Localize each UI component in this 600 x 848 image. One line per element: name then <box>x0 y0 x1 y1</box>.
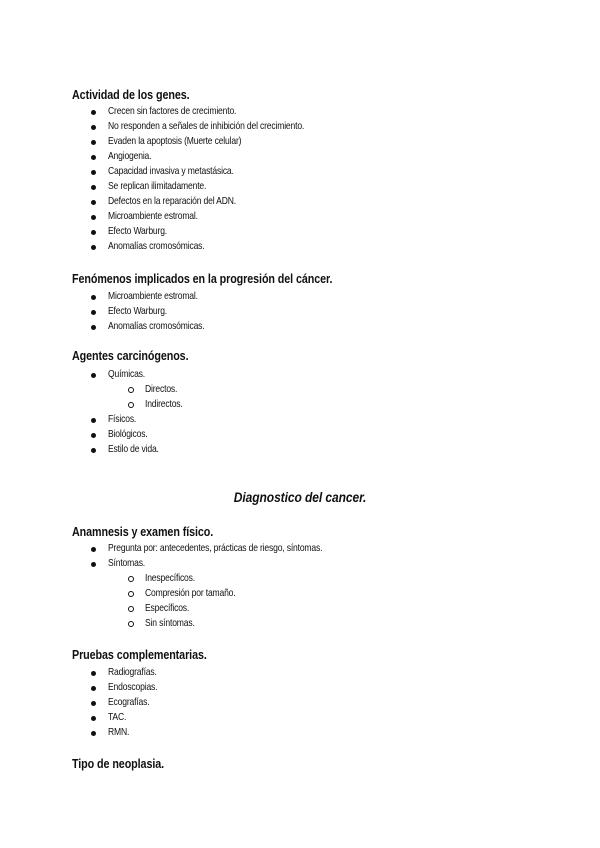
list-item: Estilo de vida. <box>108 444 159 455</box>
list-item: Biológicos. <box>108 429 148 440</box>
bullet <box>91 155 96 160</box>
list-item: Endoscopias. <box>108 682 158 693</box>
sub-list-item: Directos. <box>145 384 178 395</box>
bullet <box>91 295 96 300</box>
list-item: Radiografías. <box>108 667 157 678</box>
bullet <box>91 110 96 115</box>
bullet <box>91 245 96 250</box>
bullet <box>91 716 96 721</box>
list-item: Anomalías cromosómicas. <box>108 321 205 332</box>
bullet <box>91 230 96 235</box>
section-heading-fenomenos: Fenómenos implicados en la progresión del cáncer. <box>72 272 333 286</box>
section-heading-anamnesis: Anamnesis y examen físico. <box>72 525 214 539</box>
sub-list-item: Específicos. <box>145 603 190 614</box>
sub-bullet <box>128 387 134 393</box>
list-item: No responden a señales de inhibición del crecimiento. <box>108 121 305 132</box>
list-item: Ecografías. <box>108 697 150 708</box>
list-item: Microambiente estromal. <box>108 211 198 222</box>
section-heading-pruebas: Pruebas complementarias. <box>72 648 207 662</box>
diagnostico-title-text: Diagnostico del cancer. <box>233 489 367 505</box>
bullet <box>91 215 96 220</box>
list-item: Evaden la apoptosis (Muerte celular) <box>108 136 242 147</box>
sub-list-item: Indirectos. <box>145 399 183 410</box>
list-item: Microambiente estromal. <box>108 291 198 302</box>
bullet <box>91 140 96 145</box>
bullet <box>91 185 96 190</box>
bullet <box>91 547 96 552</box>
bullet <box>91 418 96 423</box>
bullet <box>91 325 96 330</box>
bullet <box>91 731 96 736</box>
bullet <box>91 200 96 205</box>
sub-bullet <box>128 402 134 408</box>
sub-bullet <box>128 576 134 582</box>
list-item: Crecen sin factores de crecimiento. <box>108 106 237 117</box>
bullet <box>91 671 96 676</box>
section-heading-agentes: Agentes carcinógenos. <box>72 349 189 363</box>
list-item: Físicos. <box>108 414 137 425</box>
list-item: Efecto Warburg. <box>108 226 167 237</box>
list-item: RMN. <box>108 727 130 738</box>
bullet <box>91 701 96 706</box>
bullet <box>91 373 96 378</box>
section-heading-tipo: Tipo de neoplasia. <box>72 757 165 771</box>
list-item: Anomalías cromosómicas. <box>108 241 205 252</box>
bullet <box>91 125 96 130</box>
sub-list-item: Compresión por tamaño. <box>145 588 236 599</box>
bullet <box>91 310 96 315</box>
section-heading-actividad: Actividad de los genes. <box>72 88 190 102</box>
bullet <box>91 562 96 567</box>
list-item: TAC. <box>108 712 127 723</box>
list-item: Químicas. <box>108 369 146 380</box>
sub-list-item: Inespecíficos. <box>145 573 195 584</box>
bullet <box>91 170 96 175</box>
list-item: Efecto Warburg. <box>108 306 167 317</box>
sub-bullet <box>128 621 134 627</box>
list-item: Defectos en la reparación del ADN. <box>108 196 236 207</box>
list-item: Capacidad invasiva y metastásica. <box>108 166 234 177</box>
sub-list-item: Sin síntomas. <box>145 618 195 629</box>
bullet <box>91 686 96 691</box>
sub-bullet <box>128 606 134 612</box>
list-item: Se replican ilimitadamente. <box>108 181 207 192</box>
diagnostico-title <box>0 489 600 505</box>
sub-bullet <box>128 591 134 597</box>
bullet <box>91 433 96 438</box>
list-item: Pregunta por: antecedentes, prácticas de riesgo, síntomas. <box>108 543 323 554</box>
list-item: Angiogenia. <box>108 151 152 162</box>
bullet <box>91 448 96 453</box>
list-item: Síntomas. <box>108 558 146 569</box>
